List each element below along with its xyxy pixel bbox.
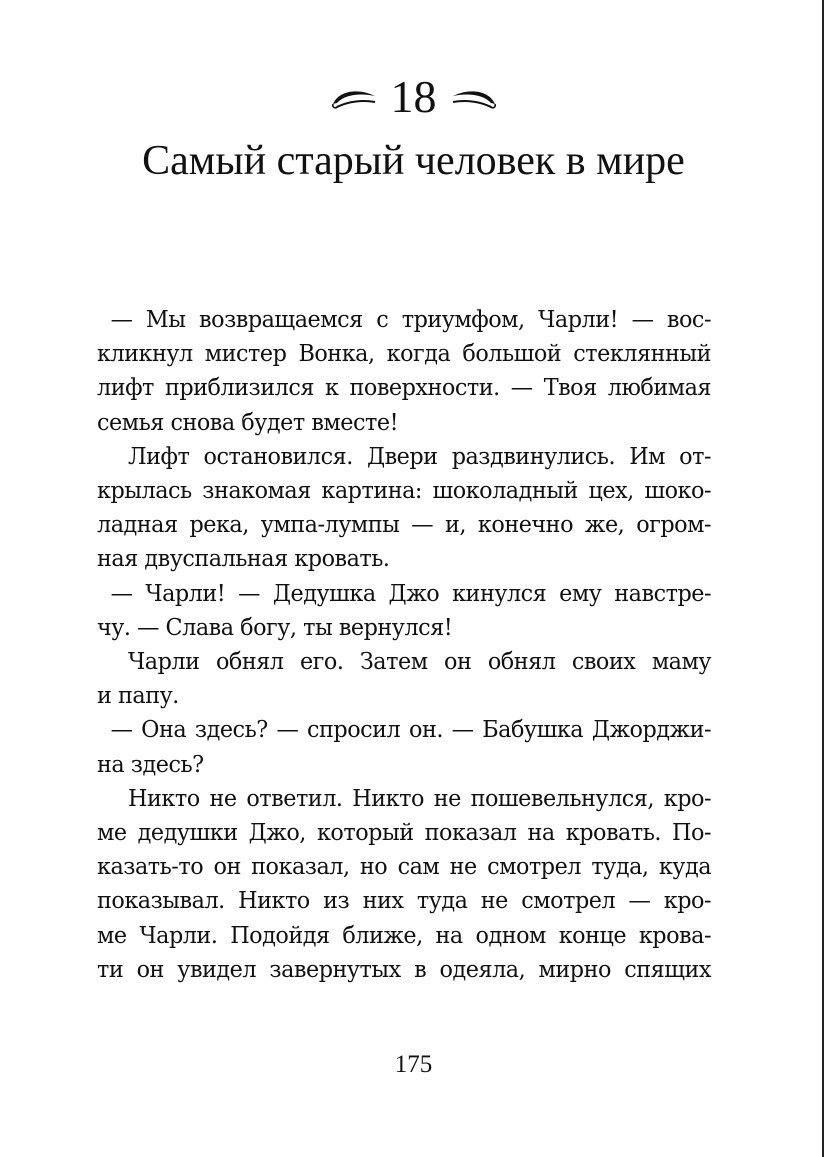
text-line: крылась знакомая картина: шоколадный цех, шоко-	[97, 478, 712, 505]
text-line: ти он увидел завернутых в одеяла, мирно спящих	[97, 956, 712, 983]
text-line: и папу.	[97, 683, 179, 710]
text-line: показывал. Никто из них туда не смотрел — кро-	[97, 888, 712, 915]
chapter-title: Самый старый человек в мире	[142, 138, 685, 184]
chapter-body-text	[97, 303, 711, 987]
text-line: семья снова будет вместе!	[97, 409, 399, 436]
chapter-number: 18	[390, 71, 437, 122]
left-flourish-icon	[331, 84, 377, 110]
text-line: ладная река, умпа-лумпы — и, конечно же, огром-	[97, 512, 712, 539]
text-line: ме дедушки Джо, который показал на кровать. По-	[97, 820, 712, 847]
text-line: — Чарли! — Дедушка Джо кинулся ему навстре-	[110, 580, 712, 607]
text-line: Лифт остановился. Двери раздвинулись. Им от-	[128, 443, 712, 470]
text-line: ме Чарли. Подойдя ближе, на одном конце крова-	[97, 922, 712, 949]
page-number: 175	[394, 1051, 433, 1078]
text-line: кликнул мистер Вонка, когда большой стеклянный	[97, 341, 712, 368]
text-line: — Мы возвращаемся с триумфом, Чарли! — вос-	[110, 307, 712, 333]
text-line: лифт приблизился к поверхности. — Твоя любимая	[97, 375, 712, 402]
chapter-heading	[0, 72, 827, 122]
text-line: Чарли обнял его. Затем он обнял своих маму	[128, 649, 712, 676]
right-flourish-icon	[451, 84, 497, 110]
text-line: казать-то он показал, но сам не смотрел туда, куда	[97, 854, 712, 881]
text-line: — Она здесь? — спросил он. — Бабушка Джорджи-	[110, 717, 712, 744]
text-line: на здесь?	[97, 751, 204, 778]
text-line: Никто не ответил. Никто не пошевельнулся, кро-	[128, 785, 712, 812]
text-line: ная двуспальная кровать.	[97, 546, 390, 573]
text-line: чу. — Слава богу, ты вернулся!	[97, 614, 453, 641]
